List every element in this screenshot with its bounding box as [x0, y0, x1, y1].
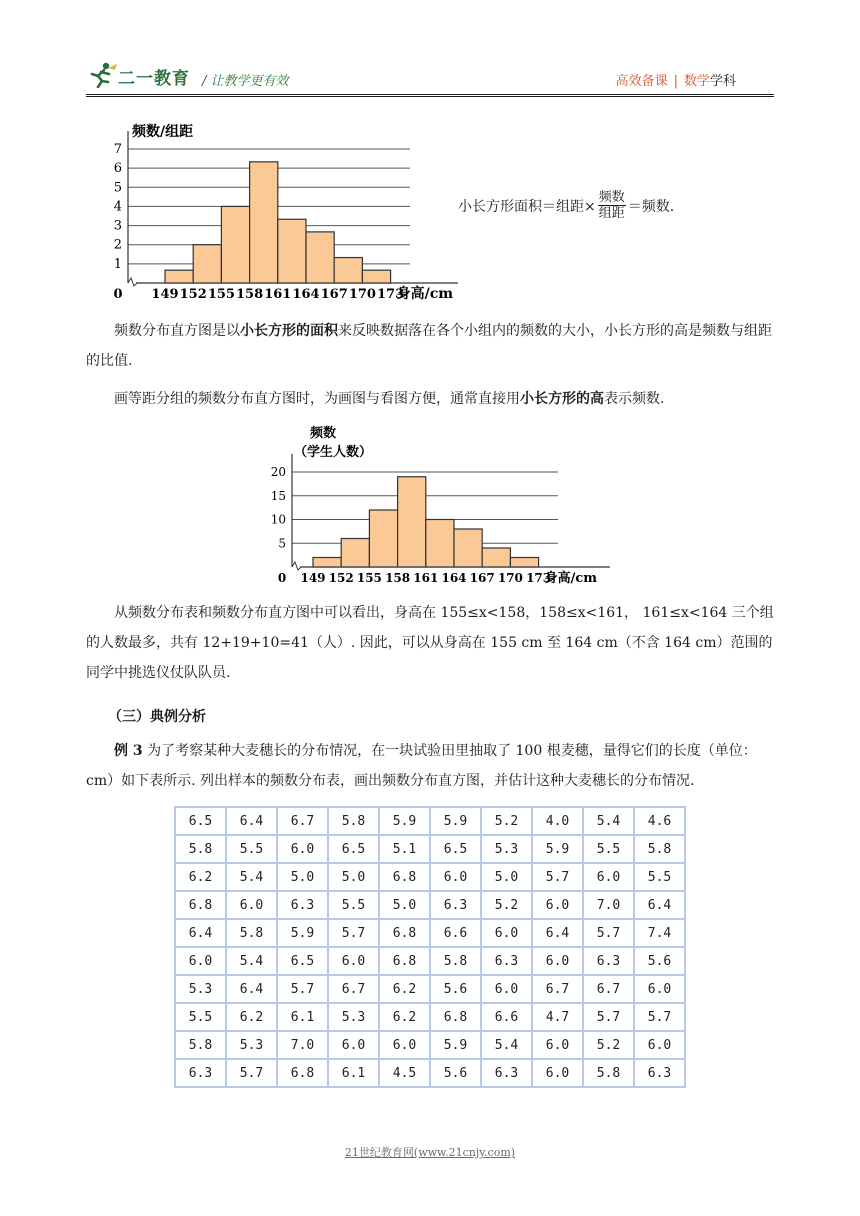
histogram-bar: [482, 548, 510, 567]
example-text: 为了考察某种大麦穗长的分布情况，在一块试验田里抽取了 100 根麦穗，量得它们的长度（单位：cm）如下表所示. 列出样本的频数分布表，画出频数分布直方图，并估计这种大麦穗长的分布情况.: [86, 743, 757, 789]
table-cell: 6.0: [481, 975, 532, 1003]
table-cell: 6.6: [430, 919, 481, 947]
table-cell: 5.9: [277, 919, 328, 947]
x-axis-label: 身高/cm: [396, 286, 454, 302]
p2-text-a: 画等距分组的频数分布直方图时，为画图与看图方便，通常直接用: [114, 391, 520, 407]
area-formula: [458, 190, 674, 221]
y-tick-label: 10: [270, 512, 286, 527]
axis-break-icon: [292, 562, 301, 570]
table-cell: 5.4: [226, 863, 277, 891]
table-cell: 5.9: [430, 1031, 481, 1059]
table-cell: 5.7: [226, 1059, 277, 1087]
table-cell: 5.2: [583, 1031, 634, 1059]
y-tick-label: 7: [113, 142, 122, 157]
x-tick-label: 149: [300, 571, 326, 585]
y-axis-label-line1: 频数: [310, 426, 337, 441]
table-cell: 5.3: [175, 975, 226, 1003]
histogram-bar: [313, 558, 341, 568]
table-cell: 6.7: [583, 975, 634, 1003]
table-cell: 5.8: [634, 835, 685, 863]
table-row: [175, 835, 685, 863]
table-cell: 6.3: [634, 1059, 685, 1087]
table-cell: 6.4: [634, 891, 685, 919]
table-cell: 5.5: [634, 863, 685, 891]
table-cell: 5.9: [430, 807, 481, 835]
histogram-bar: [193, 245, 221, 283]
table-cell: 6.0: [328, 1031, 379, 1059]
table-row: [175, 947, 685, 975]
table-row: [175, 919, 685, 947]
table-cell: 6.7: [277, 807, 328, 835]
table-cell: 5.7: [328, 919, 379, 947]
table-cell: 5.5: [583, 835, 634, 863]
table-cell: 5.8: [328, 807, 379, 835]
header-divider-2: [86, 96, 774, 97]
table-cell: 6.2: [379, 975, 430, 1003]
x-tick-label: 170: [497, 571, 523, 585]
table-cell: 6.1: [277, 1003, 328, 1031]
brand-name: 二一教育: [118, 69, 190, 89]
table-cell: 6.8: [277, 1059, 328, 1087]
footer: [0, 1144, 860, 1160]
table-cell: 5.0: [277, 863, 328, 891]
table-cell: 6.0: [481, 919, 532, 947]
y-tick-label: 4: [113, 199, 122, 215]
origin-label: 0: [277, 571, 287, 585]
histogram-bar: [278, 219, 306, 283]
y-tick-label: 3: [113, 218, 122, 234]
histogram-frequency: [270, 420, 620, 590]
table-cell: 6.8: [379, 863, 430, 891]
header-subject: [616, 70, 736, 89]
table-cell: 7.0: [277, 1031, 328, 1059]
table-cell: 6.2: [226, 1003, 277, 1031]
table-cell: 5.5: [226, 835, 277, 863]
table-cell: 6.1: [328, 1059, 379, 1087]
table-cell: 4.6: [634, 807, 685, 835]
p1-text-a: 频数分布直方图是以: [114, 323, 240, 339]
table-cell: 5.1: [379, 835, 430, 863]
table-cell: 4.7: [532, 1003, 583, 1031]
x-tick-label: 164: [292, 287, 320, 302]
x-tick-label: 161: [264, 287, 292, 302]
axis-break-icon: [128, 278, 137, 286]
table-cell: 4.5: [379, 1059, 430, 1087]
table-cell: 6.0: [379, 1031, 430, 1059]
table-cell: 5.7: [277, 975, 328, 1003]
table-cell: 6.6: [481, 1003, 532, 1031]
y-tick-label: 20: [270, 465, 286, 479]
table-cell: 5.6: [430, 1059, 481, 1087]
x-tick-label: 173: [526, 571, 552, 585]
origin-label: 0: [113, 287, 123, 302]
formula-rhs: ＝频数.: [627, 198, 675, 215]
example-3: [86, 736, 776, 796]
table-cell: 5.8: [226, 919, 277, 947]
table-cell: 6.8: [430, 1003, 481, 1031]
table-cell: 5.4: [226, 947, 277, 975]
table-cell: 5.2: [481, 891, 532, 919]
y-tick-label: 6: [113, 161, 122, 177]
x-tick-label: 155: [207, 287, 235, 302]
x-tick-label: 161: [413, 571, 439, 585]
table-cell: 6.0: [532, 891, 583, 919]
formula-fraction-numerator: 频数: [598, 190, 625, 205]
table-cell: 6.8: [379, 919, 430, 947]
histogram-bar: [362, 270, 390, 283]
histogram-bar: [221, 206, 249, 283]
paragraph-area-explanation: [86, 316, 776, 376]
y-tick-label: 2: [113, 237, 122, 253]
x-tick-label: 158: [385, 571, 411, 585]
table-cell: 5.0: [379, 891, 430, 919]
y-tick-label: 15: [270, 488, 286, 503]
table-cell: 6.4: [532, 919, 583, 947]
histogram-bar: [165, 270, 193, 283]
table-cell: 5.8: [430, 947, 481, 975]
table-row: [175, 863, 685, 891]
table-cell: 6.8: [379, 947, 430, 975]
header-subject-end: 学科: [709, 74, 736, 89]
table-row: [175, 891, 685, 919]
table-cell: 6.4: [175, 919, 226, 947]
table-cell: 5.7: [583, 1003, 634, 1031]
table-row: [175, 1003, 685, 1031]
table-cell: 6.8: [175, 891, 226, 919]
p2-bold: 小长方形的高: [520, 391, 604, 407]
histogram-bar: [426, 520, 454, 568]
table-cell: 5.9: [532, 835, 583, 863]
y-tick-label: 5: [113, 180, 122, 196]
table-cell: 6.2: [175, 863, 226, 891]
table-cell: 6.0: [532, 1059, 583, 1087]
x-tick-label: 167: [469, 571, 495, 585]
table-cell: 5.7: [634, 1003, 685, 1031]
x-tick-label: 170: [348, 287, 376, 302]
table-cell: 5.2: [481, 807, 532, 835]
table-cell: 6.0: [532, 1031, 583, 1059]
table-cell: 5.3: [481, 835, 532, 863]
x-tick-label: 149: [151, 287, 179, 302]
table-cell: 6.5: [277, 947, 328, 975]
histogram-bar: [334, 258, 362, 283]
table-cell: 6.0: [226, 891, 277, 919]
y-axis-label: 频数/组距: [132, 124, 194, 140]
table-cell: 7.0: [583, 891, 634, 919]
header-subject-mid: 数学: [683, 74, 710, 89]
x-tick-label: 158: [236, 287, 264, 302]
table-cell: 6.0: [583, 863, 634, 891]
wheat-length-table: [174, 806, 686, 1088]
p2-text-c: 表示频数.: [604, 391, 665, 407]
table-cell: 6.0: [175, 947, 226, 975]
table-cell: 5.5: [328, 891, 379, 919]
table-cell: 6.7: [532, 975, 583, 1003]
footer-link[interactable]: 21世纪教育网(www.21cnjy.com): [344, 1146, 516, 1159]
table-cell: 5.3: [226, 1031, 277, 1059]
table-cell: 6.3: [481, 1059, 532, 1087]
table-cell: 6.3: [277, 891, 328, 919]
table-cell: 5.8: [175, 835, 226, 863]
table-cell: 5.7: [583, 919, 634, 947]
histogram-bar: [398, 477, 426, 567]
table-row: [175, 1059, 685, 1087]
table-cell: 6.2: [379, 1003, 430, 1031]
table-cell: 5.4: [481, 1031, 532, 1059]
table-cell: 6.0: [634, 975, 685, 1003]
table-cell: 6.0: [328, 947, 379, 975]
header-divider: [86, 94, 774, 95]
y-tick-label: 1: [113, 256, 122, 272]
table-cell: 7.4: [634, 919, 685, 947]
x-tick-label: 152: [328, 571, 354, 585]
x-tick-label: 173: [377, 287, 405, 302]
formula-lhs: 小长方形面积＝组距×: [458, 198, 596, 215]
x-tick-label: 152: [179, 287, 207, 302]
table-cell: 6.7: [328, 975, 379, 1003]
y-axis-label-line2: （学生人数）: [294, 445, 373, 460]
histogram-bar: [250, 162, 278, 283]
header-subject-left: 高效备课: [615, 74, 668, 89]
table-cell: 6.3: [481, 947, 532, 975]
table-cell: 6.5: [328, 835, 379, 863]
x-tick-label: 167: [320, 287, 348, 302]
table-cell: 5.0: [481, 863, 532, 891]
paragraph-height-explanation: [86, 384, 776, 414]
x-axis-label: 身高/cm: [544, 571, 598, 586]
x-tick-label: 164: [441, 571, 467, 585]
table-cell: 6.5: [430, 835, 481, 863]
table-cell: 5.0: [328, 863, 379, 891]
y-tick-label: 5: [278, 536, 286, 551]
histogram-bar: [454, 529, 482, 567]
histogram-bar: [510, 558, 538, 568]
table-cell: 6.0: [430, 863, 481, 891]
x-tick-label: 155: [356, 571, 382, 585]
table-cell: 5.3: [328, 1003, 379, 1031]
table-cell: 6.0: [532, 947, 583, 975]
table-cell: 5.9: [379, 807, 430, 835]
p1-bold: 小长方形的面积: [240, 323, 338, 339]
histogram-bar: [341, 539, 369, 568]
p3-text: 从频数分布表和频数分布直方图中可以看出，身高在 155≤x<158，158≤x<161， 161≤x<164 三个组的人数最多，共有 12+19+10=41（人）. 因此，可以从身高在 155 cm 至 164 cm（不含 164 cm）范围的同学中挑选仪仗队队员.: [86, 605, 774, 681]
table-cell: 6.3: [175, 1059, 226, 1087]
table-cell: 6.0: [277, 835, 328, 863]
table-cell: 4.0: [532, 807, 583, 835]
table-cell: 5.4: [583, 807, 634, 835]
runner-logo-icon: [86, 62, 118, 88]
table-row: [175, 975, 685, 1003]
table-cell: 6.0: [634, 1031, 685, 1059]
table-cell: 6.3: [430, 891, 481, 919]
example-label: 例 3: [114, 743, 143, 759]
histogram-frequency-density: [106, 112, 486, 308]
formula-fraction: [598, 190, 626, 221]
table-cell: 5.8: [175, 1031, 226, 1059]
table-row: [175, 807, 685, 835]
table-cell: 6.5: [175, 807, 226, 835]
formula-fraction-denominator: 组距: [598, 206, 625, 221]
header-separator: |: [673, 74, 678, 89]
table-cell: 6.4: [226, 975, 277, 1003]
table-cell: 5.8: [583, 1059, 634, 1087]
brand-slogan: / 让教学更有效: [202, 74, 289, 89]
histogram-bar: [306, 232, 334, 283]
table-cell: 5.6: [634, 947, 685, 975]
paragraph-conclusion: [86, 598, 776, 688]
table-cell: 5.6: [430, 975, 481, 1003]
table-cell: 6.4: [226, 807, 277, 835]
table-cell: 5.7: [532, 863, 583, 891]
table-cell: 5.5: [175, 1003, 226, 1031]
table-cell: 6.3: [583, 947, 634, 975]
table-row: [175, 1031, 685, 1059]
section-title: （三）典例分析: [108, 709, 206, 725]
p1-text-c: 来反映数据落在各个小组内的频数的大小，小长方形的高是频数与组距的比值.: [86, 323, 772, 369]
histogram-bar: [369, 510, 397, 567]
